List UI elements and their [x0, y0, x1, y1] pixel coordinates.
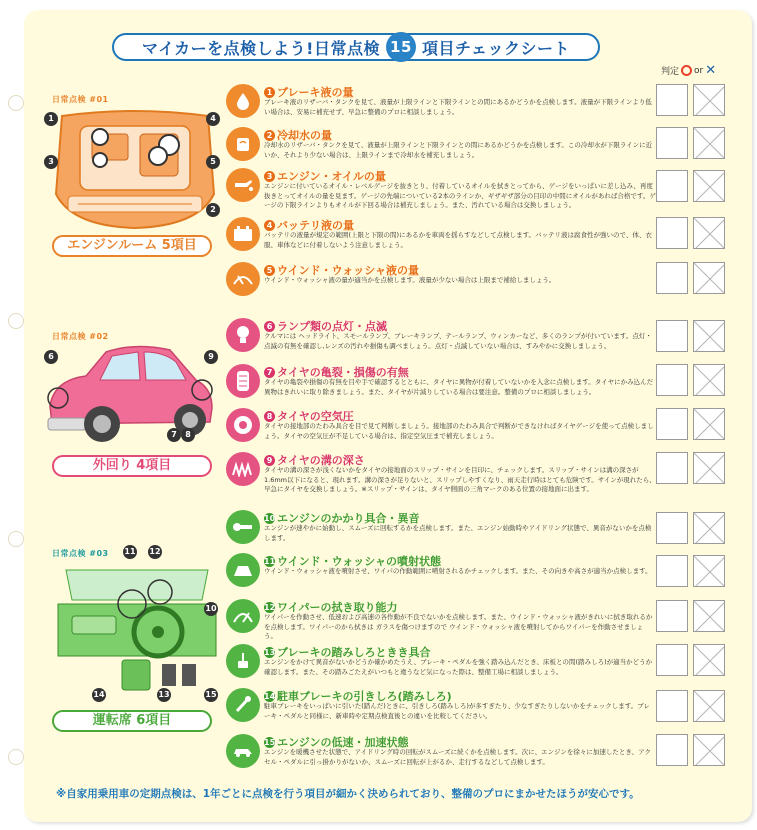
brake-pedal-icon — [226, 644, 260, 678]
item-description: ブレーキ液のリザーバ・タンクを見て、液量が上限ラインと下限ラインとの間にあるかどうかを点検します。液量が下限ラインより低い場合は、安易に補充せず、早急に整備のプロに相談しましょう。 — [264, 98, 652, 116]
washer-spray-icon — [226, 553, 260, 587]
item-number: 1 — [264, 87, 275, 98]
fail-checkbox[interactable] — [693, 734, 725, 766]
item-description: ウインド・ウォッシャ液の量が適当かを点検します。液量が少ない場合は上限まで補給しましょう。 — [264, 276, 556, 284]
callout-2: 2 — [206, 203, 220, 217]
pass-checkbox[interactable] — [656, 364, 688, 396]
fail-checkbox[interactable] — [693, 320, 725, 352]
fail-checkbox[interactable] — [693, 555, 725, 587]
pass-checkbox[interactable] — [656, 217, 688, 249]
item-number: 11 — [264, 557, 276, 566]
section-tag-exterior: 日常点検 #02 — [52, 332, 109, 341]
judge-boxes-1 — [656, 84, 725, 116]
judge-boxes-6 — [656, 320, 725, 352]
binder-hole — [8, 749, 24, 765]
item-number: 2 — [264, 130, 275, 141]
pass-checkbox[interactable] — [656, 600, 688, 632]
callout-15: 15 — [204, 688, 218, 702]
fail-checkbox[interactable] — [693, 512, 725, 544]
callout-8: 8 — [181, 428, 195, 442]
callout-5: 5 — [206, 155, 220, 169]
title-number-badge: 15 — [386, 32, 416, 62]
battery-icon — [226, 217, 260, 251]
engine-key-icon — [226, 510, 260, 544]
judge-boxes-12 — [656, 600, 725, 632]
judge-boxes-9 — [656, 452, 725, 484]
pass-checkbox[interactable] — [656, 452, 688, 484]
fail-checkbox[interactable] — [693, 217, 725, 249]
item-title: 冷却水の量 — [277, 129, 332, 142]
judge-boxes-14 — [656, 690, 725, 722]
judge-boxes-8 — [656, 408, 725, 440]
item-number: 10 — [264, 514, 276, 523]
fail-checkbox[interactable] — [693, 170, 725, 202]
fail-checkbox[interactable] — [693, 262, 725, 294]
binder-hole — [8, 313, 24, 329]
item-number: 4 — [264, 220, 275, 231]
section-pill-cabin: 運転席 6項目 — [52, 710, 212, 732]
pass-checkbox[interactable] — [656, 170, 688, 202]
item-title: 駐車ブレーキの引きしろ(踏みしろ) — [277, 690, 452, 703]
item-description: タイヤの溝の深さが浅くないかをタイヤの接地面のスリップ・サインを目印に、チェックします。スリップ・サインは溝の深さが1.6mm以下になると、現れます。溝の深さが足りないと、スリップしやすくなり、雨天走行時はとても危険です。サインが現れたら、早急にタイヤを交換しましょう。※スリップ・サインは、タイヤ側面の三角マークのある位置の接地面に出ます。 — [264, 466, 656, 493]
pass-checkbox[interactable] — [656, 84, 688, 116]
callout-9: 9 — [204, 350, 218, 364]
item-description: バッテリの液量が規定の範囲(上限と下限の間)にあるかを車両を揺らすなどして点検します。バッテリ液は腐食性が強いので、体、衣服、車体などに付着しないよう注意しましょう。 — [264, 231, 652, 249]
parking-brake-icon — [226, 688, 260, 722]
item-title: バッテリ液の量 — [277, 219, 354, 232]
item-description: ワイパーを作動させ、低速および高速の各作動が不良でないかを点検します。また、ウインド・ウォッシャ液がきれいに拭き取れるかを点検します。ワイパーのから拭きは ガラスを傷つけますので ウインド・ウォッシャ液を噴射してからワイパーを作動させましょう。 — [264, 613, 653, 640]
driver-seat-illustration — [52, 560, 222, 700]
section-tag-engine: 日常点検 #01 — [52, 95, 109, 104]
oil-can-icon — [226, 168, 260, 202]
judge-boxes-3 — [656, 170, 725, 202]
lamp-icon — [226, 318, 260, 352]
pass-checkbox[interactable] — [656, 644, 688, 676]
title-text: マイカーを点検しよう!日常点検 — [141, 38, 380, 58]
item-description: タイヤの接地部のたわみ具合を目で見て判断しましょう。接地部のたわみ具合で判断ができなければタイヤゲージを使って点検しましょう。タイヤの空気圧が不足している場合は、指定空気圧まで補充しましょう。 — [264, 422, 654, 440]
binder-hole — [8, 95, 24, 111]
item-title: ブレーキの踏みしろときき具合 — [277, 646, 431, 659]
coolant-icon — [226, 127, 260, 161]
item-title: ブレーキ液の量 — [277, 86, 354, 99]
item-description: 冷却水のリザーバ・タンクを見て、液量が上限ラインと下限ラインとの間にあるかどうかを点検します。この冷却水が下限ラインに近いか、それより少ない場合は、上限ラインまで冷却水を補充しましょう。 — [264, 141, 653, 159]
item-title: ランプ類の点灯・点滅 — [277, 320, 387, 333]
tread-depth-icon — [226, 452, 260, 486]
item-description: 駐車ブレーキをいっぱいに引いた(踏んだ)ときに、引きしろ(踏みしろ)が多すぎたり、少なすぎたりしないかをチェックします。ブレーキ・ペダルと同様に、新車時や定期点検直後との違いを比較してください。 — [264, 702, 650, 720]
callout-6: 6 — [44, 350, 58, 364]
callout-4: 4 — [206, 112, 220, 126]
item-number: 5 — [264, 265, 275, 276]
item-description: ウインド・ウォッシャ液を噴射させ、ワイパの作動範囲に噴射されるかチェックします。また、その向きや高さが適当か点検します。 — [264, 567, 652, 575]
item-title: エンジン・オイルの量 — [277, 170, 386, 183]
judge-header — [661, 64, 716, 77]
callout-14: 14 — [92, 688, 106, 702]
judge-label: 判定 — [661, 67, 680, 77]
callout-7: 7 — [167, 428, 181, 442]
fail-checkbox[interactable] — [693, 600, 725, 632]
item-number: 3 — [264, 171, 275, 182]
callout-13: 13 — [157, 688, 171, 702]
fail-checkbox[interactable] — [693, 690, 725, 722]
tire-pressure-icon — [226, 408, 260, 442]
judge-boxes-2 — [656, 127, 725, 159]
footnote: ※自家用乗用車の定期点検は、1年ごとに点検を行う項目が細かく決められており、整備のプロにまかせたほうが安心です。 — [56, 788, 640, 800]
washer-fluid-icon — [226, 262, 260, 296]
callout-11: 11 — [123, 545, 137, 559]
cross-mark-icon: ✕ — [705, 62, 717, 78]
pass-checkbox[interactable] — [656, 320, 688, 352]
title-text-suffix: 項目チェックシート — [421, 38, 571, 58]
item-description: エンジンをかけて異音がないかどうか確かめたうえ、ブレーキ・ペダルを強く踏み込んだとき、床板との間(踏みしろ)が適当かどうか確認します。また、その踏みごたえがいつもと違うなど気になった際は、整備工場に相談しましょう。 — [264, 658, 653, 676]
item-description: エンジンに付いているオイル・レベルゲージを抜きとり、付着しているオイルを拭きとってから、ゲージをいっぱいに差し込み、再度抜きとってオイルの量を見ます。ゲージの先端についている2本のラインか、ギザギザ部分の目印の中間にオイルがあれば合格です。ゲージの下限ラインよりもオイルが下回る場合は補充しましょう。また、汚れている場合は交換しましょう。 — [264, 182, 656, 209]
item-number: 7 — [264, 367, 275, 378]
pass-checkbox[interactable] — [656, 512, 688, 544]
page-title — [112, 33, 600, 61]
fail-checkbox[interactable] — [693, 364, 725, 396]
item-number: 6 — [264, 321, 275, 332]
item-title: ワイパーの拭き取り能力 — [277, 601, 398, 614]
binder-hole — [8, 531, 24, 547]
item-title: ウインド・ウォッシャ液の量 — [277, 264, 420, 277]
fail-checkbox[interactable] — [693, 644, 725, 676]
judge-boxes-5 — [656, 262, 725, 294]
item-description: クルマには ヘッドライト、スモールランプ、ブレーキランプ、テールランプ、ウィンカーなど、多くのランプが付いています。点灯・点滅の有無を確認し,レンズの汚れや損傷も調べましょう。点灯・点滅していない場合は、すみやかに交換しましょう。 — [264, 332, 652, 350]
section-pill-engine: エンジンルーム 5項目 — [52, 235, 212, 257]
pass-checkbox[interactable] — [656, 408, 688, 440]
pass-checkbox[interactable] — [656, 262, 688, 294]
callout-3: 3 — [44, 155, 58, 169]
pass-checkbox[interactable] — [656, 555, 688, 587]
item-number: 15 — [264, 738, 276, 747]
pass-checkbox[interactable] — [656, 127, 688, 159]
engine-room-illustration — [48, 104, 222, 234]
fail-checkbox[interactable] — [693, 452, 725, 484]
circle-mark-icon — [681, 65, 692, 76]
wiper-icon — [226, 599, 260, 633]
item-title: タイヤの溝の深さ — [277, 454, 365, 467]
item-number: 13 — [264, 648, 276, 657]
car-acceleration-icon — [226, 734, 260, 768]
item-number: 14 — [264, 692, 276, 701]
fail-checkbox[interactable] — [693, 127, 725, 159]
callout-1: 1 — [44, 112, 58, 126]
judge-or: or — [694, 65, 704, 76]
pass-checkbox[interactable] — [656, 734, 688, 766]
tire-damage-icon — [226, 364, 260, 398]
judge-boxes-4 — [656, 217, 725, 249]
judge-boxes-15 — [656, 734, 725, 766]
judge-boxes-7 — [656, 364, 725, 396]
fail-checkbox[interactable] — [693, 408, 725, 440]
item-title: タイヤの空気圧 — [277, 410, 354, 423]
item-description: エンジンが速やかに始動し、スムーズに回転するかを点検します。また、エンジン始動時やアイドリング状態で、異音がないかを点検します。 — [264, 524, 652, 542]
callout-10: 10 — [204, 602, 218, 616]
item-title: エンジンのかかり具合・異音 — [277, 512, 420, 525]
section-tag-cabin: 日常点検 #03 — [52, 549, 109, 558]
item-title: タイヤの亀裂・損傷の有無 — [277, 366, 409, 379]
judge-boxes-13 — [656, 644, 725, 676]
judge-boxes-11 — [656, 555, 725, 587]
item-number: 9 — [264, 455, 275, 466]
item-number: 8 — [264, 411, 275, 422]
item-number: 12 — [264, 603, 276, 612]
judge-boxes-10 — [656, 512, 725, 544]
brake-fluid-icon — [226, 84, 260, 118]
item-title: ウインド・ウォッシャの噴射状態 — [277, 555, 442, 568]
pass-checkbox[interactable] — [656, 690, 688, 722]
item-title: エンジンの低速・加速状態 — [277, 736, 409, 749]
fail-checkbox[interactable] — [693, 84, 725, 116]
callout-12: 12 — [148, 545, 162, 559]
item-description: エンジンを暖機させた状態で、アイドリング時の回転がスムーズに続くかを点検します。次に、エンジンを徐々に加速したとき、アクセル・ペダルに引っ掛かりがないか、スムーズに回転が上がるか、走行するなどして点検します。 — [264, 748, 651, 766]
section-pill-exterior: 外回り 4項目 — [52, 455, 212, 477]
item-description: タイヤの亀裂や損傷の有無を目や手で確認するとともに、タイヤに異物が付着していないかを入念に点検します。タイヤにかみ込んだ異物はきれいに取り除きましょう。また、タイヤが片減りしている場合は要注意。整備のプロに相談しましょう。 — [264, 378, 654, 396]
